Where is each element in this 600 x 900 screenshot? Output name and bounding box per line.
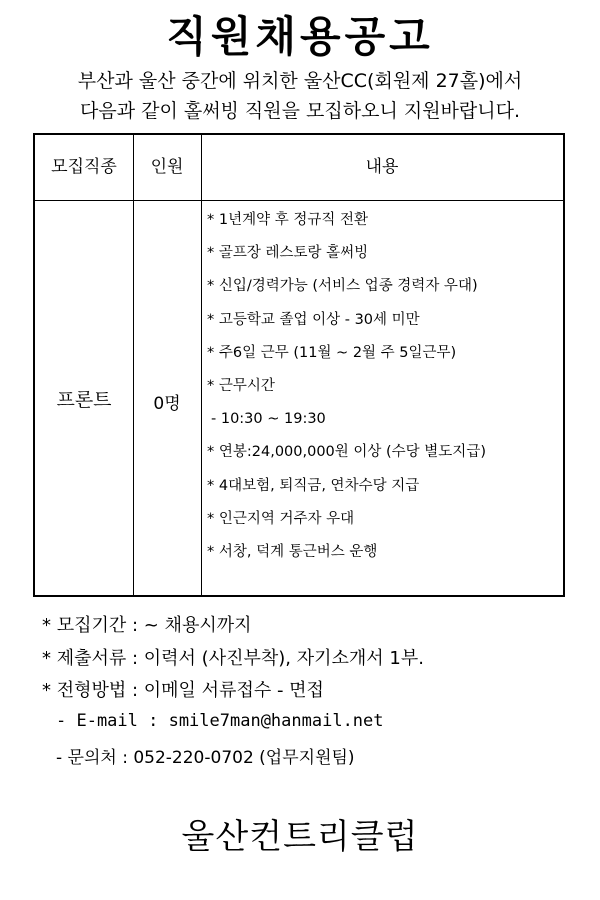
selection-method: * 전형방법 : 이메일 서류접수 - 면접 xyxy=(42,680,324,701)
header-details: 내용 xyxy=(365,157,399,177)
details-list xyxy=(207,213,567,578)
table-divider-2 xyxy=(201,135,202,595)
detail-item: * 인근지역 거주자 우대 xyxy=(207,510,355,527)
header-count: 인원 xyxy=(150,157,184,177)
company-name: 울산컨트리클럽 xyxy=(181,817,419,857)
detail-item: * 1년계약 후 정규직 전환 xyxy=(207,212,368,228)
detail-item: * 근무시간 xyxy=(207,377,275,394)
recruitment-period: * 모집기간 : ~ 채용시까지 xyxy=(42,615,252,636)
page-title: 직원채용공고 xyxy=(166,12,434,61)
intro-line-1: 부산과 울산 중간에 위치한 울산CC(회원제 27홀)에서 xyxy=(77,70,523,92)
recruitment-table xyxy=(33,133,565,597)
intro-line-2: 다음과 같이 홀써빙 직원을 모집하오니 지원바랍니다. xyxy=(79,100,521,122)
detail-item: * 신입/경력가능 (서비스 업종 경력자 우대) xyxy=(207,278,478,295)
required-documents: * 제출서류 : 이력서 (사진부착), 자기소개서 1부. xyxy=(42,648,424,669)
detail-item: * 주6일 근무 (11월 ~ 2월 주 5일근무) xyxy=(207,344,457,361)
detail-item: * 연봉:24,000,000원 이상 (수당 별도지급) xyxy=(207,444,486,461)
detail-item: * 4대보험, 퇴직금, 연차수당 지급 xyxy=(207,477,420,494)
detail-item: - 10:30 ~ 19:30 xyxy=(211,411,326,428)
position-cell: 프론트 xyxy=(56,389,112,411)
table-header-divider xyxy=(35,200,563,201)
count-cell: 0명 xyxy=(153,394,181,414)
detail-item: * 골프장 레스토랑 홀써빙 xyxy=(207,245,369,262)
table-divider-1 xyxy=(133,135,134,595)
header-position: 모집직종 xyxy=(51,157,117,177)
contact-phone: - 문의처 : 052-220-0702 (업무지원팀) xyxy=(56,748,355,768)
contact-email: - E-mail : smile7man@hanmail.net xyxy=(56,711,384,731)
detail-item: * 서창, 덕계 통근버스 운행 xyxy=(207,543,378,560)
detail-item: * 고등학교 졸업 이상 - 30세 미만 xyxy=(207,311,420,328)
